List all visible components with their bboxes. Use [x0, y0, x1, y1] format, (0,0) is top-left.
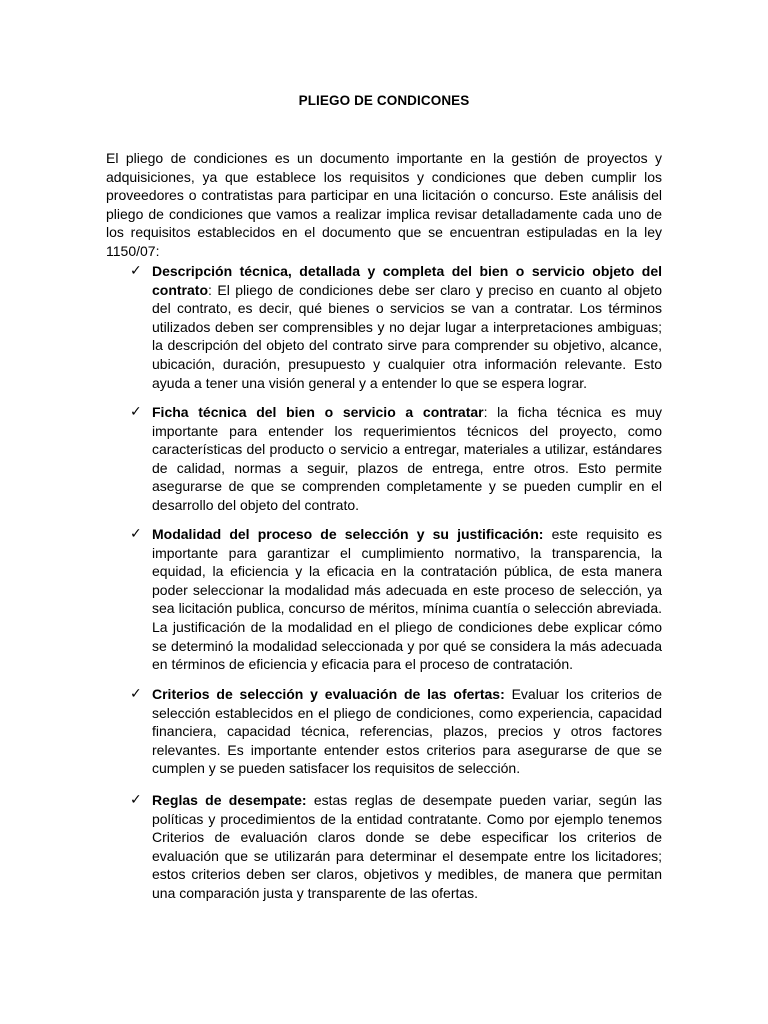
list-item-heading: Modalidad del proceso de selección y su justificación:: [152, 526, 544, 542]
intro-paragraph: El pliego de condiciones es un documento importante en la gestión de proyectos y adquisiciones, ya que establece los requisitos y condiciones que deben cumplir los proveedores o contratistas para participar en una licitación o concurso. Este análisis del pliego de condiciones que vamos a realizar implica revisar detalladamente cada uno de los requisitos establecidos en el documento que se encuentran estipuladas en la ley 1150/07:: [106, 150, 662, 259]
checkmark-icon: ✓: [130, 404, 142, 420]
list-item-modalidad: [152, 525, 662, 674]
list-item-text: : la ficha técnica es muy importante para entender los requerimientos técnicos del proyecto, como características del producto o servicio a entregar, materiales a utilizar, estándares de calidad, normas a seguir, plazos de entrega, entre otros. Esto permite asegurarse de que se comprenden completamente y se pueden cumplir en el desarrollo del objeto del contrato.: [152, 404, 662, 513]
list-item-heading: Descripción técnica, detallada y completa del bien o servicio objeto del contrato: [152, 263, 662, 298]
list-item-heading: Reglas de desempate:: [152, 792, 307, 808]
list-item-criterios: [152, 685, 662, 778]
list-item-desempate: [152, 791, 662, 903]
list-item-ficha-tecnica: [152, 403, 662, 515]
list-item-heading: Ficha técnica del bien o servicio a contratar: [152, 404, 484, 420]
checkmark-icon: ✓: [130, 686, 142, 702]
document-title: PLIEGO DE CONDICONES: [298, 93, 470, 108]
checkmark-icon: ✓: [130, 263, 142, 279]
list-item-text: este requisito es importante para garantizar el cumplimiento normativo, la transparencia, la equidad, la eficiencia y la eficacia en la contratación pública, de esta manera poder seleccionar la modalidad más adecuada en este proceso de selección, ya sea licitación publica, concurso de méritos, mínima cuantía o selección abreviada. La justificación de la modalidad en el pliego de condiciones debe explicar cómo se determinó la modalidad seleccionada y por qué se considera la más adecuada en términos de eficiencia y eficacia para el proceso de contratación.: [152, 526, 662, 673]
list-item-descripcion: [152, 262, 662, 392]
list-item-text: estas reglas de desempate pueden variar, según las políticas y procedimientos de la entidad contratante. Como por ejemplo tenemos Criterios de evaluación claros donde se debe especificar los criterios de evaluación que se utilizarán para determinar el desempate entre los licitadores; estos criterios deben ser claros, objetivos y medibles, de manera que permitan una comparación justa y transparente de las ofertas.: [152, 792, 662, 901]
checkmark-icon: ✓: [130, 526, 142, 542]
list-item-text: : El pliego de condiciones debe ser claro y preciso en cuanto al objeto del contrato, es decir, qué bienes o servicios se van a contratar. Los términos utilizados deben ser comprensibles y no dejar lugar a interpretaciones ambiguas; la descripción del objeto del contrato sirve para comprender su objetivo, alcance, ubicación, duración, presupuesto y cualquier otra información relevante. Esto ayuda a tener una visión general y a entender lo que se espera lograr.: [152, 281, 662, 391]
list-item-heading: Criterios de selección y evaluación de las ofertas:: [152, 686, 505, 702]
list-item-text: Evaluar los criterios de selección establecidos en el pliego de condiciones, como experiencia, capacidad financiera, capacidad técnica, referencias, plazos, precios y otros factores relevantes. Es importante entender estos criterios para asegurarse de que se cumplen y se pueden satisfacer los requisitos de selección.: [152, 686, 662, 777]
checkmark-icon: ✓: [130, 792, 142, 808]
